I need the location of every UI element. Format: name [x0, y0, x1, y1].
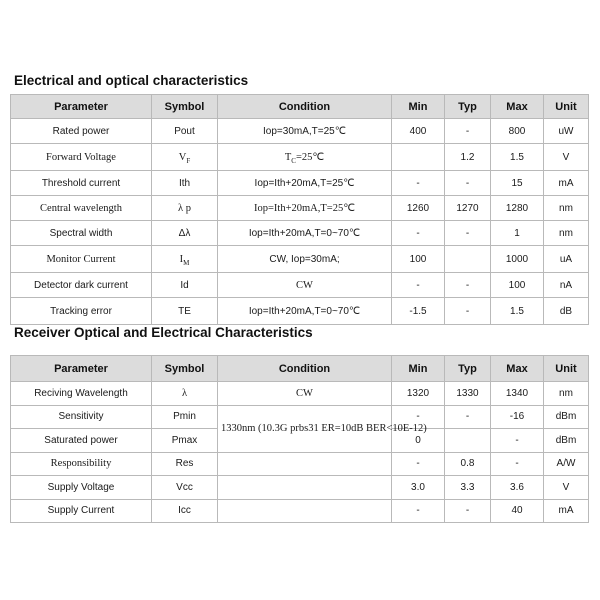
cell-typ: 1.2: [445, 144, 491, 171]
cell-max: 1340: [491, 382, 544, 406]
table-row: [11, 119, 589, 144]
cell-max: 1: [491, 221, 544, 246]
cell-min: -: [392, 273, 445, 298]
symbol-subscript: M: [183, 258, 190, 267]
cell-unit: V: [544, 144, 589, 171]
cell-condition: CW: [218, 273, 392, 298]
cell-shared-condition: 1330nm (10.3G prbs31 ER=10dB BER<10E-12): [218, 405, 392, 452]
cell-unit: nm: [544, 221, 589, 246]
cell-condition: [218, 452, 392, 476]
cell-typ: -: [445, 221, 491, 246]
column-header-symbol: Symbol: [152, 95, 218, 119]
symbol-main: V: [178, 151, 187, 163]
cell-typ: -: [445, 119, 491, 144]
column-header-max: Max: [491, 356, 544, 382]
cell-symbol: Icc: [152, 499, 218, 523]
cell-condition: Iop=30mA,T=25℃: [218, 119, 392, 144]
symbol-main: I: [179, 253, 184, 265]
section-title-electrical-optical: Electrical and optical characteristics: [14, 73, 249, 88]
cell-typ: [445, 246, 491, 273]
cell-max: 1.5: [491, 298, 544, 325]
cell-typ: [445, 429, 491, 453]
column-header-unit: Unit: [544, 356, 589, 382]
column-header-min: Min: [392, 356, 445, 382]
cell-min: [392, 144, 445, 171]
cell-min: 400: [392, 119, 445, 144]
cell-symbol: Res: [152, 452, 218, 476]
cell-parameter: Supply Current: [11, 499, 152, 523]
section-title-receiver: Receiver Optical and Electrical Characteristics: [14, 325, 313, 340]
cell-typ: 1270: [445, 196, 491, 221]
cell-max: 800: [491, 119, 544, 144]
cell-min: 0: [392, 429, 445, 453]
cell-unit: mA: [544, 499, 589, 523]
cell-condition: [218, 499, 392, 523]
cell-unit: V: [544, 476, 589, 500]
cell-condition: Iop=Ith+20mA,T=25℃: [218, 171, 392, 196]
table-row: [11, 476, 589, 500]
cell-parameter: Tracking error: [11, 298, 152, 325]
cell-symbol: Pmin: [152, 405, 218, 429]
cell-condition: [218, 144, 392, 171]
cell-symbol: Pout: [152, 119, 218, 144]
cell-typ: -: [445, 171, 491, 196]
column-header-unit: Unit: [544, 95, 589, 119]
cell-symbol: [152, 144, 218, 171]
cell-min: -: [392, 221, 445, 246]
cell-parameter: Supply Voltage: [11, 476, 152, 500]
cell-condition: CW: [218, 382, 392, 406]
cell-typ: -: [445, 273, 491, 298]
column-header-typ: Typ: [445, 95, 491, 119]
cell-min: -: [392, 452, 445, 476]
cell-min: 100: [392, 246, 445, 273]
electrical-optical-table: [10, 94, 589, 325]
cell-symbol: Ith: [152, 171, 218, 196]
cell-unit: nm: [544, 196, 589, 221]
cell-symbol: Pmax: [152, 429, 218, 453]
cell-parameter: Spectral width: [11, 221, 152, 246]
table-row: [11, 273, 589, 298]
column-header-condition: Condition: [218, 356, 392, 382]
table-row: [11, 196, 589, 221]
cell-unit: nA: [544, 273, 589, 298]
cell-max: 15: [491, 171, 544, 196]
cell-max: 1.5: [491, 144, 544, 171]
cell-parameter: Monitor Current: [11, 246, 152, 273]
cell-max: 40: [491, 499, 544, 523]
table-header-row: [11, 356, 589, 382]
cell-condition: [218, 476, 392, 500]
cell-condition: CW, Iop=30mA;: [218, 246, 392, 273]
cell-max: 1280: [491, 196, 544, 221]
cell-unit: uW: [544, 119, 589, 144]
condition-subscript: C: [291, 157, 296, 166]
cell-parameter: Sensitivity: [11, 405, 152, 429]
cell-symbol: Vcc: [152, 476, 218, 500]
cell-unit: dBm: [544, 405, 589, 429]
cell-condition: Iop=Ith+20mA,T=25℃: [218, 196, 392, 221]
table-row: [11, 405, 589, 429]
table-row: [11, 144, 589, 171]
condition-tail: =25℃: [295, 152, 325, 163]
column-header-parameter: Parameter: [11, 356, 152, 382]
cell-unit: A/W: [544, 452, 589, 476]
symbol-subscript: F: [186, 156, 191, 165]
cell-parameter: Saturated power: [11, 429, 152, 453]
cell-typ: 1330: [445, 382, 491, 406]
cell-max: 1000: [491, 246, 544, 273]
cell-min: 1320: [392, 382, 445, 406]
cell-unit: mA: [544, 171, 589, 196]
cell-symbol: TE: [152, 298, 218, 325]
cell-typ: 0.8: [445, 452, 491, 476]
cell-unit: dB: [544, 298, 589, 325]
column-header-condition: Condition: [218, 95, 392, 119]
cell-max: -16: [491, 405, 544, 429]
cell-parameter: Responsibility: [11, 452, 152, 476]
column-header-parameter: Parameter: [11, 95, 152, 119]
column-header-max: Max: [491, 95, 544, 119]
cell-symbol: λ: [152, 382, 218, 406]
cell-typ: -: [445, 298, 491, 325]
table-header-row: [11, 95, 589, 119]
cell-parameter: Reciving Wavelength: [11, 382, 152, 406]
cell-condition: Iop=Ith+20mA,T=0~70℃: [218, 221, 392, 246]
cell-typ: 3.3: [445, 476, 491, 500]
cell-parameter: Central wavelength: [11, 196, 152, 221]
cell-max: -: [491, 429, 544, 453]
cell-parameter: Rated power: [11, 119, 152, 144]
cell-parameter: Threshold current: [11, 171, 152, 196]
cell-unit: uA: [544, 246, 589, 273]
cell-unit: dBm: [544, 429, 589, 453]
cell-symbol: λ p: [152, 196, 218, 221]
table-row: [11, 246, 589, 273]
cell-condition: Iop=Ith+20mA,T=0~70℃: [218, 298, 392, 325]
cell-symbol: Δλ: [152, 221, 218, 246]
table-row: [11, 499, 589, 523]
cell-min: -: [392, 171, 445, 196]
cell-symbol: [152, 246, 218, 273]
cell-min: 3.0: [392, 476, 445, 500]
cell-min: 1260: [392, 196, 445, 221]
table-row: [11, 171, 589, 196]
table-row: [11, 452, 589, 476]
cell-max: -: [491, 452, 544, 476]
cell-typ: -: [445, 499, 491, 523]
cell-unit: nm: [544, 382, 589, 406]
cell-min: -: [392, 405, 445, 429]
receiver-table: [10, 355, 589, 523]
column-header-symbol: Symbol: [152, 356, 218, 382]
table-row: [11, 382, 589, 406]
table-row: [11, 298, 589, 325]
condition-main: T: [284, 152, 292, 163]
cell-symbol: Id: [152, 273, 218, 298]
cell-max: 3.6: [491, 476, 544, 500]
cell-min: -: [392, 499, 445, 523]
cell-max: 100: [491, 273, 544, 298]
cell-parameter: Detector dark current: [11, 273, 152, 298]
cell-parameter: Forward Voltage: [11, 144, 152, 171]
table-row: [11, 221, 589, 246]
column-header-typ: Typ: [445, 356, 491, 382]
cell-typ: -: [445, 405, 491, 429]
cell-min: -1.5: [392, 298, 445, 325]
column-header-min: Min: [392, 95, 445, 119]
